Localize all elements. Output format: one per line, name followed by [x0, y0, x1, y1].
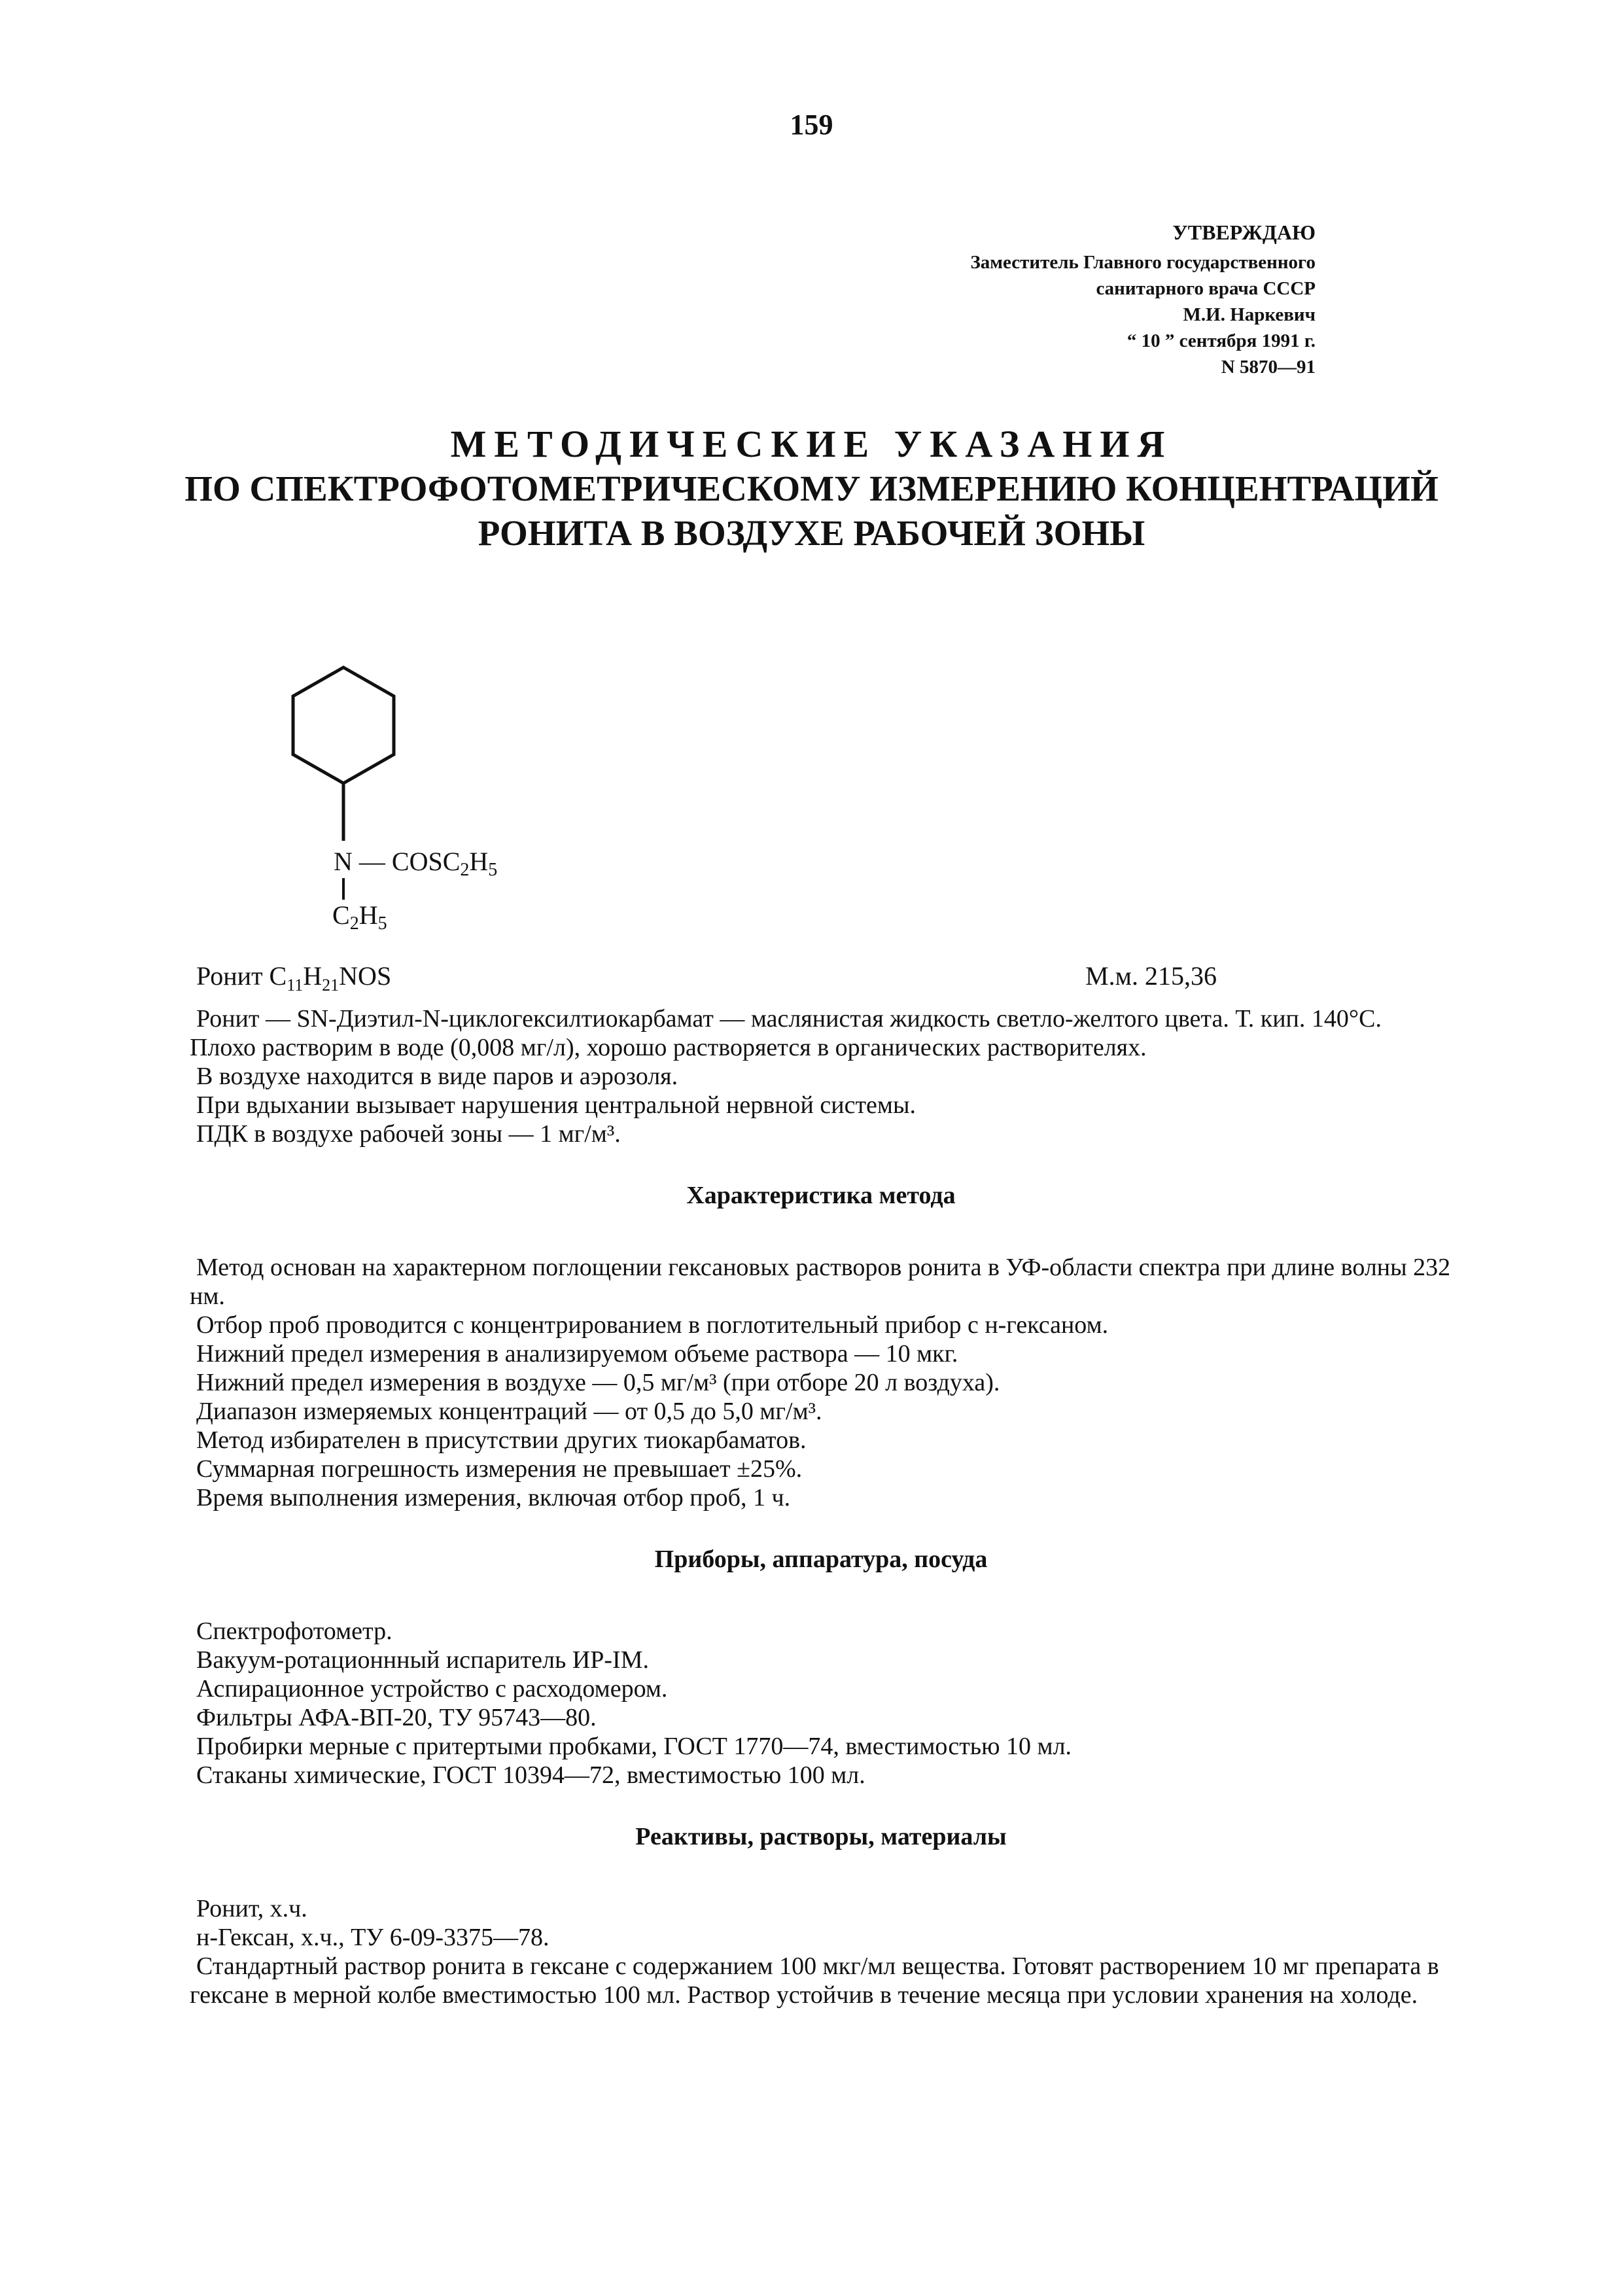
method-item: Метод основан на характерном поглощении гексановых растворов ронита в УФ-области спектра при длине волны 232 нм. — [190, 1254, 1451, 1310]
method-item: Метод избирателен в присутствии других тиокарбаматов. — [196, 1426, 807, 1454]
document-title — [0, 422, 1623, 556]
apparatus-list — [190, 1617, 1452, 1790]
title-line-1: МЕТОДИЧЕСКИЕ УКАЗАНИЯ — [450, 423, 1173, 465]
n-group-label: N — $COSC_2H_5$ — [334, 847, 498, 880]
intro-paragraph: При вдыхании вызывает нарушения центральной нервной системы. — [196, 1091, 916, 1119]
apparatus-item: Фильтры АФА-ВП-20, ТУ 95743—80. — [196, 1704, 597, 1731]
reagent-item: н-Гексан, х.ч., ТУ 6-09-3375—78. — [196, 1924, 550, 1951]
approval-name: М.И. Наркевич — [1183, 304, 1316, 325]
apparatus-item: Аспирационное устройство с расходомером. — [196, 1675, 668, 1703]
apparatus-item: Вакуум-ротационнный испаритель ИР-IM. — [196, 1646, 649, 1674]
approval-heading: УТВЕРЖДАЮ — [1172, 221, 1316, 244]
intro-paragraph: Ронит — SN-Диэтил-N-циклогексилтиокарбамат — маслянистая жидкость светло-желтого цвета. Т. кип. 140°С. Плохо растворим в воде (0,008 мг/л), хорошо растворяется в органических растворителях. — [190, 1005, 1382, 1061]
title-line-2: ПО СПЕКТРОФОТОМЕТРИЧЕСКОМУ ИЗМЕРЕНИЮ КОНЦЕНТРАЦИЙ — [184, 468, 1439, 508]
approval-line-2: санитарного врача СССР — [1096, 278, 1316, 299]
section-title-apparatus: Приборы, аппаратура, посуда — [654, 1545, 988, 1573]
method-item: Время выполнения измерения, включая отбор проб, 1 ч. — [196, 1484, 791, 1511]
apparatus-item: Спектрофотометр. — [196, 1617, 393, 1645]
intro-paragraph: ПДК в воздухе рабочей зоны — 1 мг/м³. — [196, 1120, 621, 1148]
method-item: Суммарная погрешность измерения не превышает ±25%. — [196, 1455, 803, 1483]
ethyl-label: $C_2H_5$ — [332, 900, 387, 934]
title-line-3: РОНИТА В ВОЗДУХЕ РАБОЧЕЙ ЗОНЫ — [478, 513, 1145, 553]
cyclohexane-ring — [293, 667, 394, 783]
page-number: 159 — [790, 109, 833, 141]
approval-number: N 5870—91 — [1221, 357, 1316, 378]
apparatus-item: Стаканы химические, ГОСТ 10394—72, вместимостью 100 мл. — [196, 1761, 865, 1789]
section-title-reagents: Реактивы, растворы, материалы — [635, 1823, 1007, 1850]
approval-date: “ 10 ” сентября 1991 г. — [1126, 330, 1316, 351]
method-list — [190, 1253, 1452, 1512]
reagents-list — [190, 1894, 1452, 2009]
cyclohexane-ring-diagram — [275, 654, 602, 955]
section-title-method: Характеристика метода — [686, 1182, 956, 1209]
formula-line — [196, 961, 1217, 995]
reagent-item: Ронит, х.ч. — [196, 1895, 307, 1922]
intro-paragraph: В воздухе находится в виде паров и аэрозоля. — [196, 1063, 678, 1090]
chemical-structure — [275, 654, 602, 955]
method-item: Отбор проб проводится с концентрированием в поглотительный прибор с н-гексаном. — [196, 1311, 1109, 1339]
intro-paragraphs — [190, 1004, 1452, 1148]
document-body — [190, 1004, 1452, 2009]
method-item: Диапазон измеряемых концентраций — от 0,5 до 5,0 мг/м³. — [196, 1398, 822, 1425]
method-item: Нижний предел измерения в воздухе — 0,5 мг/м³ (при отборе 20 л воздуха). — [196, 1369, 1000, 1396]
molecular-mass: М.м. 215,36 — [1085, 961, 1217, 991]
reagent-item: Стандартный раствор ронита в гексане с содержанием 100 мкг/мл вещества. Готовят растворением 10 мг препарата в гексане в мерной колбе вместимостью 100 мл. Раствор устойчив в течение месяца при условии хранения на холоде. — [190, 1952, 1439, 2009]
method-item: Нижний предел измерения в анализируемом объеме раствора — 10 мкг. — [196, 1340, 958, 1368]
molecular-formula: Ронит $C_{11}H_{21}NOS$ — [196, 961, 392, 995]
approval-line-1: Заместитель Главного государственного — [970, 252, 1316, 273]
apparatus-item: Пробирки мерные с притертыми пробками, ГОСТ 1770—74, вместимостью 10 мл. — [196, 1733, 1072, 1760]
approval-block — [970, 219, 1316, 380]
